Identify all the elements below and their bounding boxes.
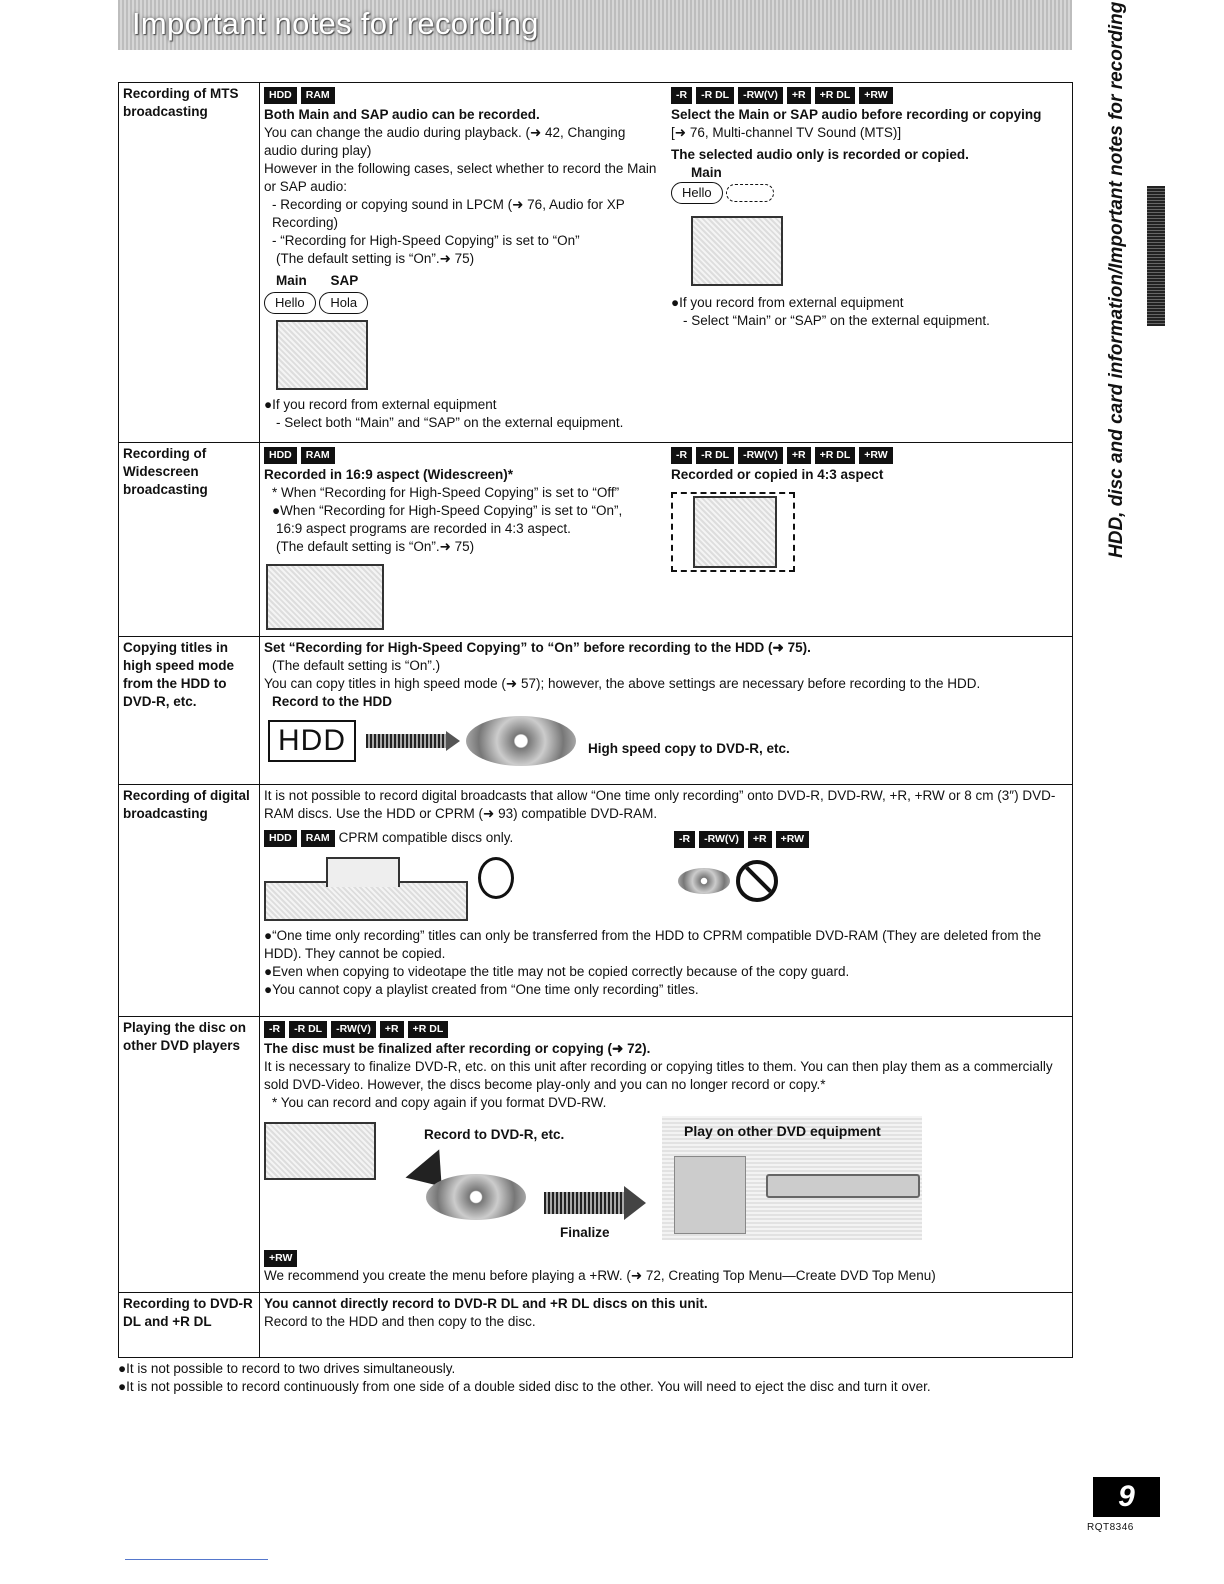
disc-badge: -R — [671, 447, 692, 464]
figure-caption: High speed copy to DVD-R, etc. — [588, 741, 790, 756]
disc-badge: RAM — [301, 447, 335, 464]
prohibited-icon — [736, 860, 778, 902]
divider — [125, 1559, 268, 1560]
disc-badge: -R DL — [289, 1021, 327, 1038]
paragraph: However in the following cases, select whether to record the Main or SAP audio: — [264, 161, 657, 194]
row-content — [260, 637, 1073, 785]
footnote: ●It is not possible to record to two drives simultaneously. — [118, 1361, 456, 1376]
paragraph: * You can record and copy again if you format DVD-RW. — [272, 1095, 607, 1110]
row-heading: You cannot directly record to DVD-R DL and +R DL discs on this unit. — [264, 1296, 708, 1311]
table-row — [119, 637, 1073, 785]
tv-illustration — [693, 496, 777, 568]
paragraph: It is not possible to record digital broadcasts that allow “One time only recording” onto DVD-R, DVD-RW, +R, +RW or 8 cm (3″) DVD-RAM discs. Use the HDD or CPRM (➜ 93) compatible DVD-RAM. — [264, 788, 1056, 821]
figure-caption: Play on other DVD equipment — [684, 1123, 881, 1139]
paragraph: (The default setting is “On”.) — [272, 658, 441, 673]
list-item: ●“One time only recording” titles can only be transferred from the HDD to CPRM compatible DVD-RAM (They are deleted from the HDD). They cannot be copied. — [264, 928, 1042, 961]
speech-bubble-hello: Hello — [671, 182, 723, 204]
table-row — [119, 785, 1073, 1017]
disc-tray-illustration — [326, 857, 400, 887]
row-heading: Recorded in 16:9 aspect (Widescreen)* — [264, 467, 513, 482]
disc-badge: +R DL — [408, 1021, 449, 1038]
row-heading: The disc must be finalized after recording or copying (➜ 72). — [264, 1041, 651, 1056]
arrow-head-icon — [446, 731, 460, 751]
disc-badge: +RW — [264, 1250, 297, 1267]
widescreen-tv-illustration — [266, 564, 384, 630]
table-row — [119, 1017, 1073, 1293]
note-sub: - Select both “Main” and “SAP” on the external equipment. — [276, 415, 624, 430]
paragraph: Record to the HDD and then copy to the disc. — [264, 1314, 536, 1329]
paragraph: We recommend you create the menu before playing a +RW. (➜ 72, Creating Top Menu—Create DVD Top Menu) — [264, 1268, 936, 1283]
footnotes — [118, 1360, 931, 1396]
row-label: Recording of Widescreen broadcasting — [119, 443, 260, 637]
disc-badge: HDD — [264, 87, 297, 104]
disc-badge: HDD — [264, 830, 297, 847]
table-row — [119, 443, 1073, 637]
disc-badge: +R DL — [815, 87, 856, 104]
disc-badge: +R — [748, 831, 772, 848]
finalize-arrow — [544, 1192, 624, 1214]
transfer-arrow — [366, 734, 446, 748]
paragraph: 16:9 aspect programs are recorded in 4:3 aspect. — [276, 521, 571, 536]
aspect-frame — [671, 492, 795, 572]
row-content — [260, 785, 1073, 1017]
list-item: - “Recording for High-Speed Copying” is set to “On” — [272, 233, 580, 248]
table-row — [119, 1293, 1073, 1358]
figure-label-main: Main — [691, 165, 722, 180]
disc-badge: -RW(V) — [331, 1021, 376, 1038]
arrow-head-icon — [624, 1186, 646, 1220]
dvd-player-illustration — [766, 1174, 920, 1198]
footnote: ●It is not possible to record continuously from one side of a double sided disc to the other. You will need to eject the disc and turn it over. — [118, 1379, 931, 1394]
figure-label-main: Main — [276, 273, 307, 288]
row-label: Recording to DVD-R DL and +R DL — [119, 1293, 260, 1358]
disc-badge: +RW — [776, 831, 809, 848]
disc-badge: +R — [380, 1021, 404, 1038]
portable-dvd-player-illustration — [674, 1156, 746, 1234]
disc-badge: +R — [787, 447, 811, 464]
note: ●If you record from external equipment — [264, 397, 497, 412]
list-item: ●You cannot copy a playlist created from “One time only recording” titles. — [264, 982, 699, 997]
disc-badge: -R DL — [696, 447, 734, 464]
paragraph: You can change the audio during playback. (➜ 42, Changing audio during play) — [264, 125, 626, 158]
side-section-title — [1100, 1, 1136, 558]
note: ●If you record from external equipment — [671, 295, 904, 310]
page-title: Important notes for recording — [132, 6, 539, 41]
disc-badge: -R — [671, 87, 692, 104]
tv-illustration — [264, 1122, 376, 1180]
paragraph: You can copy titles in high speed mode (➜ 57); however, the above settings are necessary before recording to the HDD. — [264, 676, 981, 691]
row-heading: Both Main and SAP audio can be recorded. — [264, 107, 540, 122]
speech-bubble-hola: Hola — [319, 292, 368, 314]
dvd-equipment-panel — [662, 1116, 922, 1240]
ok-circle-icon — [478, 857, 514, 899]
table-row — [119, 83, 1073, 443]
list-item: - Recording or copying sound in LPCM (➜ 76, Audio for XP Recording) — [272, 197, 625, 230]
disc-badge: -R — [674, 831, 695, 848]
row-heading: Select the Main or SAP audio before recording or copying — [671, 107, 1042, 122]
paragraph: * When “Recording for High-Speed Copying” is set to “Off” — [272, 485, 620, 500]
disc-badges — [671, 87, 1068, 104]
row-content — [260, 1017, 1073, 1293]
page-number: 9 — [1093, 1477, 1160, 1517]
speech-bubble-hello: Hello — [264, 292, 316, 314]
dvd-disc-icon — [678, 868, 730, 894]
recorder-unit-illustration — [264, 881, 468, 921]
disc-badges — [264, 1021, 1068, 1038]
paragraph: [➜ 76, Multi-channel TV Sound (MTS)] — [671, 125, 902, 140]
row-content — [260, 1293, 1073, 1358]
figure-caption: CPRM compatible discs only. — [338, 830, 514, 845]
disc-badges — [264, 87, 661, 104]
row-content — [260, 443, 1073, 637]
disc-badge: RAM — [301, 87, 335, 104]
figure-caption: Record to DVD-R, etc. — [424, 1127, 565, 1142]
disc-badges — [674, 831, 809, 848]
tv-illustration — [691, 216, 783, 286]
disc-badges — [264, 447, 661, 464]
disc-badge: RAM — [301, 830, 335, 847]
paragraph: It is necessary to finalize DVD-R, etc. on this unit after recording or copying titles to them. You can then play them as a commercially sold DVD-Video. However, the discs become play-only and you can no longer record or copy.* — [264, 1059, 1053, 1092]
tv-illustration — [276, 320, 368, 390]
disc-badge: +RW — [859, 447, 892, 464]
row-label: Copying titles in high speed mode from the HDD to DVD-R, etc. — [119, 637, 260, 785]
row-heading: Set “Recording for High-Speed Copying” to “On” before recording to the HDD (➜ 75). — [264, 640, 811, 655]
paragraph: (The default setting is “On”.➜ 75) — [276, 539, 475, 554]
disc-badge: -R — [264, 1021, 285, 1038]
disc-badge: -R DL — [696, 87, 734, 104]
document-code: RQT8346 — [1087, 1522, 1134, 1533]
disc-badge: HDD — [264, 447, 297, 464]
row-heading: Recorded or copied in 4:3 aspect — [671, 467, 884, 482]
row-label: Playing the disc on other DVD players — [119, 1017, 260, 1293]
disc-badge: +R — [787, 87, 811, 104]
row-content — [260, 83, 1073, 443]
header-banner — [118, 0, 1072, 50]
disc-badge: -RW(V) — [738, 447, 783, 464]
section-tab-marker — [1147, 186, 1165, 326]
disc-badge: +RW — [859, 87, 892, 104]
list-item: ●Even when copying to videotape the title may not be copied correctly because of the copy guard. — [264, 964, 850, 979]
figure-label-sap: SAP — [330, 273, 359, 288]
disc-badge: -RW(V) — [699, 831, 744, 848]
notes-table — [118, 82, 1073, 1358]
figure-caption: Finalize — [560, 1225, 610, 1240]
row-label: Recording of MTS broadcasting — [119, 83, 260, 443]
paragraph: ●When “Recording for High-Speed Copying” is set to “On”, — [272, 503, 623, 518]
row-heading: The selected audio only is recorded or copied. — [671, 147, 969, 162]
row-label: Recording of digital broadcasting — [119, 785, 260, 1017]
disc-badges — [671, 447, 1068, 464]
empty-speech-bubble — [726, 184, 774, 202]
disc-badge: -RW(V) — [738, 87, 783, 104]
disc-badge: +R DL — [815, 447, 856, 464]
hdd-box: HDD — [268, 720, 356, 762]
dvd-disc-icon — [426, 1174, 526, 1220]
figure-caption: Record to the HDD — [272, 694, 393, 709]
list-item: (The default setting is “On”.➜ 75) — [276, 251, 475, 266]
side-section-title-text: HDD, disc and card information/Important notes for recording — [1106, 1, 1127, 558]
dvd-disc-icon — [466, 716, 576, 766]
note-sub: - Select “Main” or “SAP” on the external equipment. — [683, 313, 990, 328]
